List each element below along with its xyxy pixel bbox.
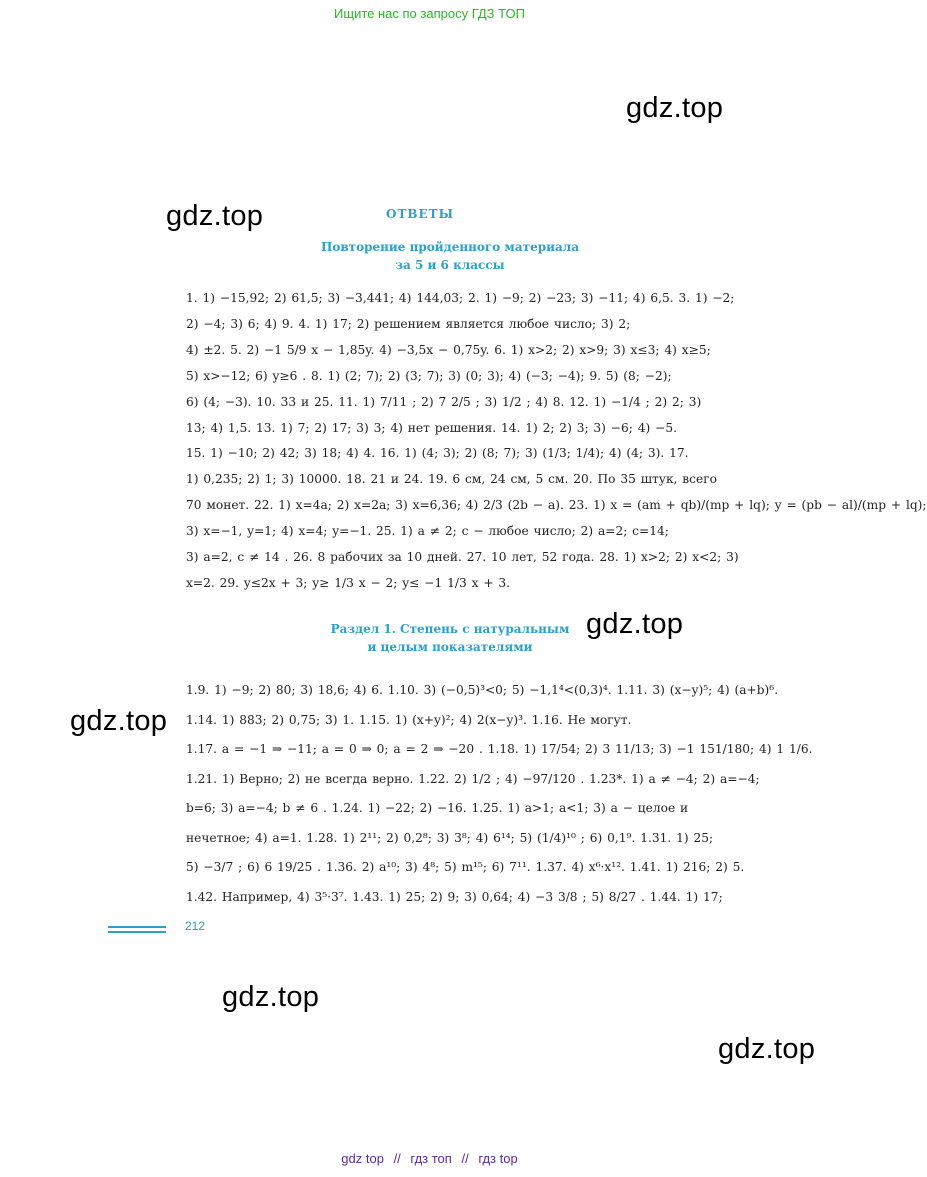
section1-heading-line: Раздел 1. Степень с натуральным (330, 622, 570, 636)
answer-line: 4) ±2. 5. 2) −1 5/9 x − 1,85y. 4) −3,5x − 0,75y. 6. 1) x>2; 2) x>9; 3) x≤3; 4) x≥5; (186, 342, 711, 357)
watermark: gdz.top (166, 200, 264, 232)
top-banner: Ищите нас по запросу ГДЗ ТОП (334, 6, 525, 21)
gdz-top-ru-link[interactable]: гдз топ (410, 1151, 452, 1166)
answer-line: 5) −3/7 ; 6) 6 19/25 . 1.36. 2) a¹⁰; 3) 4⁸; 5) m¹⁵; 6) 7¹¹. 1.37. 4) x⁶·x¹². 1.41. 1) 216; 2) 5. (186, 860, 745, 874)
answer-line: x=2. 29. y≤2x + 3; y≥ 1/3 x − 2; y≤ −1 1/3 x + 3. (186, 575, 511, 590)
watermark: gdz.top (586, 608, 684, 640)
page-number-rule (108, 926, 166, 928)
section1-heading (290, 620, 610, 656)
answer-line: 15. 1) −10; 2) 42; 3) 18; 4) 4. 16. 1) (4; 3); 2) (8; 7); 3) (1/3; 1/4); 4) (4; 3). 17. (186, 446, 689, 461)
answer-line: 6) (4; −3). 10. 33 и 25. 11. 1) 7/11 ; 2) 7 2/5 ; 3) 1/2 ; 4) 8. 12. 1) −1/4 ; 2) 2; 3) (186, 394, 702, 409)
answer-line: 1.17. a = −1 ⇒ −11; a = 0 ⇒ 0; a = 2 ⇒ −20 . 1.18. 1) 17/54; 2) 3 11/13; 3) −1 151/180; 4) 1 1/6. (186, 742, 813, 756)
answer-line: 1) 0,235; 2) 1; 3) 10000. 18. 21 и 24. 19. 6 см, 24 см, 5 см. 20. По 35 штук, всего (186, 472, 717, 487)
review-heading-line: за 5 и 6 классы (395, 258, 505, 272)
answers-title: ОТВЕТЫ (385, 207, 455, 221)
watermark: gdz.top (70, 705, 168, 737)
answer-line: 1.42. Например, 4) 3⁵·3⁷. 1.43. 1) 25; 2) 9; 3) 0,64; 4) −3 3/8 ; 5) 8/27 . 1.44. 1) 17; (186, 889, 723, 904)
answer-line: 70 монет. 22. 1) x=4a; 2) x=2a; 3) x=6,36; 4) 2/3 (2b − a). 23. 1) x = (am + qb)/(mp + lq); y = (pb − al)/(mp + lq); (186, 498, 927, 513)
answer-line: 5) x>−12; 6) y≥6 . 8. 1) (2; 7); 2) (3; 7); 3) (0; 3); 4) (−3; −4); 9. 5) (8; −2); (186, 368, 672, 383)
section1-answers-block (186, 676, 813, 912)
review-section-heading (290, 238, 610, 274)
answer-line: нечетное; 4) a=1. 1.28. 1) 2¹¹; 2) 0,2⁸; 3) 3⁸; 4) 6¹⁴; 5) (1/4)¹⁰ ; 6) 0,1⁹. 1.31. 1) 25; (186, 830, 714, 845)
review-answers-block (186, 286, 927, 597)
answer-line: b=6; 3) a=−4; b ≠ 6 . 1.24. 1) −22; 2) −16. 1.25. 1) a>1; a<1; 3) a − целое и (186, 801, 689, 815)
answer-line: 1. 1) −15,92; 2) 61,5; 3) −3,441; 4) 144,03; 2. 1) −9; 2) −23; 3) −11; 4) 6,5. 3. 1) −2; (186, 291, 735, 305)
bottom-links (0, 1151, 859, 1166)
gdz-top-link[interactable]: gdz top (341, 1151, 384, 1166)
watermark: gdz.top (626, 92, 724, 124)
answer-line: 2) −4; 3) 6; 4) 9. 4. 1) 17; 2) решением является любое число; 3) 2; (186, 316, 631, 331)
gdz-top-mixed-link[interactable]: гдз top (478, 1151, 518, 1166)
section1-heading-line: и целым показателями (367, 640, 533, 654)
answer-line: 1.14. 1) 883; 2) 0,75; 3) 1. 1.15. 1) (x+y)²; 4) 2(x−y)³. 1.16. Не могут. (186, 712, 632, 727)
answer-line: 1.21. 1) Верно; 2) не всегда верно. 1.22. 2) 1/2 ; 4) −97/120 . 1.23*. 1) a ≠ −4; 2) a=−4; (186, 771, 760, 786)
answer-line: 13; 4) 1,5. 13. 1) 7; 2) 17; 3) 3; 4) нет решения. 14. 1) 2; 2) 3; 3) −6; 4) −5. (186, 420, 677, 435)
page-number-rule (108, 931, 166, 933)
answer-line: 3) a=2, c ≠ 14 . 26. 8 рабочих за 10 дней. 27. 10 лет, 52 года. 28. 1) x>2; 2) x<2; 3) (186, 550, 739, 565)
watermark: gdz.top (222, 981, 320, 1013)
answer-line: 3) x=−1, y=1; 4) x=4; y=−1. 25. 1) a ≠ 2; c − любое число; 2) a=2; c=14; (186, 524, 669, 539)
link-separator: // (393, 1151, 401, 1166)
answer-line: 1.9. 1) −9; 2) 80; 3) 18,6; 4) 6. 1.10. 3) (−0,5)³<0; 5) −1,1⁴<(0,3)⁴. 1.11. 3) (x−y)⁵; 4) (a+b)⁶. (186, 683, 779, 697)
review-heading-line: Повторение пройденного материала (320, 240, 580, 254)
page-number: 212 (185, 919, 206, 933)
link-separator: // (461, 1151, 469, 1166)
watermark: gdz.top (718, 1033, 816, 1065)
